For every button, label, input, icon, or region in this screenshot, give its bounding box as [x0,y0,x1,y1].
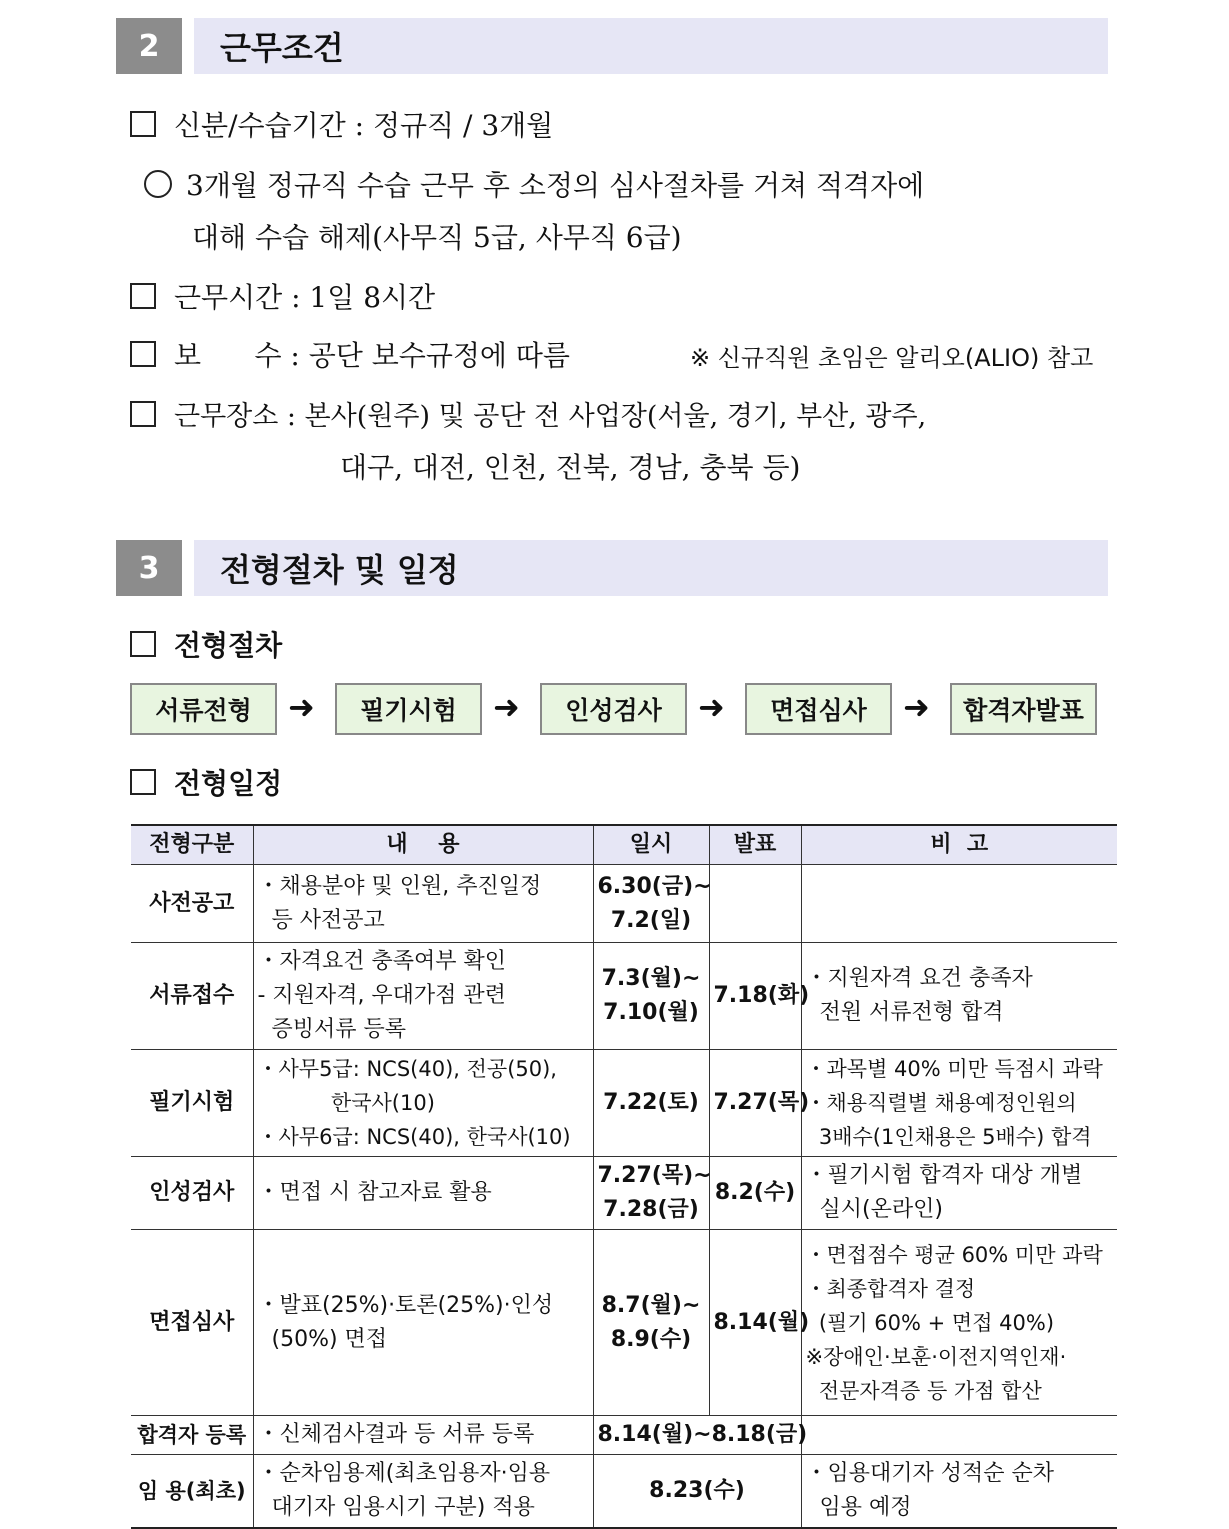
row-note: ・필기시험 합격자 대상 개별 실시(온라인) [801,1157,1117,1230]
row-category: 합격자 등록 [131,1416,253,1455]
row-date: 7.27(목)~ 7.28(금) [593,1157,709,1230]
row-content: ・순차임용제(최초임용자·임용 대기자 임용시기 구분) 적용 [253,1455,593,1529]
salary-note: ※ 신규직원 초임은 알리오(ALIO) 참고 [690,344,1094,372]
table-row [131,1230,1117,1416]
table-row [131,1455,1117,1529]
row-category: 면접심사 [131,1230,253,1416]
condition-subitem: 3개월 정규직 수습 근무 후 소정의 심사절차를 거쳐 적격자에 [144,164,924,204]
row-content: ・사무5급: NCS(40), 전공(50), 한국사(10) ・사무6급: NCS(40), 한국사(10) [253,1050,593,1157]
section-title: 전형절차 및 일정 [194,540,1108,596]
header-cell: 발표 [709,825,801,865]
condition-item-cont: 대구, 대전, 인천, 전북, 경남, 충북 등) [340,451,801,484]
checkbox-icon [130,283,156,309]
table-header-row [131,825,1117,865]
table-row [131,1416,1117,1455]
procedure-heading: 전형절차 [130,624,282,664]
row-announce: 8.2(수) [709,1157,801,1230]
row-category: 서류접수 [131,943,253,1050]
row-announce: 7.18(화) [709,943,801,1050]
row-category: 사전공고 [131,865,253,943]
header-cell: 비 고 [801,825,1117,865]
row-announce: 8.14(월) [709,1230,801,1416]
checkbox-icon [130,341,156,367]
circle-bullet-icon [144,170,172,198]
condition-item: 신분/수습기간 : 정규직 / 3개월 [130,104,553,144]
row-announce: 7.27(목) [709,1050,801,1157]
row-note: ・지원자격 요건 충족자 전원 서류전형 합격 [801,943,1117,1050]
row-note [801,1416,1117,1455]
header-cell: 일시 [593,825,709,865]
checkbox-icon [130,401,156,427]
header-cell: 내 용 [253,825,593,865]
row-announce [709,865,801,943]
section-2-header [116,18,1108,74]
arrow-right-icon: ➜ [698,688,725,726]
step-interview: 면접심사 [745,683,892,735]
schedule-table [131,824,1117,1529]
schedule-heading: 전형일정 [130,762,282,802]
checkbox-icon [130,769,156,795]
step-personality-test: 인성검사 [540,683,687,735]
header-cell: 전형구분 [131,825,253,865]
step-document-screening: 서류전형 [130,683,277,735]
row-note [801,865,1117,943]
section-number: 3 [116,540,182,596]
condition-item: 보 수 : 공단 보수규정에 따름 [130,334,570,374]
row-content: ・채용분야 및 인원, 추진일정 등 사전공고 [253,865,593,943]
row-note: ・임용대기자 성적순 순차 임용 예정 [801,1455,1117,1529]
row-note: ・과목별 40% 미만 득점시 과락 ・채용직렬별 채용예정인원의 3배수(1인채용은 5배수) 합격 [801,1050,1117,1157]
condition-item: 근무장소 : 본사(원주) 및 공단 전 사업장(서울, 경기, 부산, 광주, [130,394,926,433]
row-category: 인성검사 [131,1157,253,1230]
arrow-right-icon: ➜ [288,688,315,726]
section-3-header [116,540,1108,596]
arrow-right-icon: ➜ [493,688,520,726]
row-content: ・면접 시 참고자료 활용 [253,1157,593,1230]
row-date: 7.22(토) [593,1050,709,1157]
row-category: 필기시험 [131,1050,253,1157]
section-number: 2 [116,18,182,74]
row-content: ・발표(25%)·토론(25%)·인성 (50%) 면접 [253,1230,593,1416]
condition-item: 근무시간 : 1일 8시간 [130,276,435,316]
arrow-right-icon: ➜ [903,688,930,726]
section-title: 근무조건 [194,18,1108,74]
checkbox-icon [130,111,156,137]
step-written-exam: 필기시험 [335,683,482,735]
step-final-announcement: 합격자발표 [950,683,1097,735]
table-row [131,1050,1117,1157]
row-note: ・면접점수 평균 60% 미만 과락 ・최종합격자 결정 (필기 60% + 면접 40%) ※장애인·보훈·이전지역인재· 전문자격증 등 가점 합산 [801,1230,1117,1416]
row-content: ・신체검사결과 등 서류 등록 [253,1416,593,1455]
row-date: 6.30(금)~ 7.2(일) [593,865,709,943]
table-row [131,865,1117,943]
row-date: 8.23(수) [593,1455,801,1529]
condition-subitem-cont: 대해 수습 해제(사무직 5급, 사무직 6급) [192,221,682,254]
table-row [131,1157,1117,1230]
table-row [131,943,1117,1050]
row-content: ・자격요건 충족여부 확인 - 지원자격, 우대가점 관련 증빙서류 등록 [253,943,593,1050]
row-date: 8.14(월)~8.18(금) [593,1416,801,1455]
checkbox-icon [130,631,156,657]
row-category: 임 용(최초) [131,1455,253,1529]
row-date: 7.3(월)~ 7.10(월) [593,943,709,1050]
row-date: 8.7(월)~ 8.9(수) [593,1230,709,1416]
